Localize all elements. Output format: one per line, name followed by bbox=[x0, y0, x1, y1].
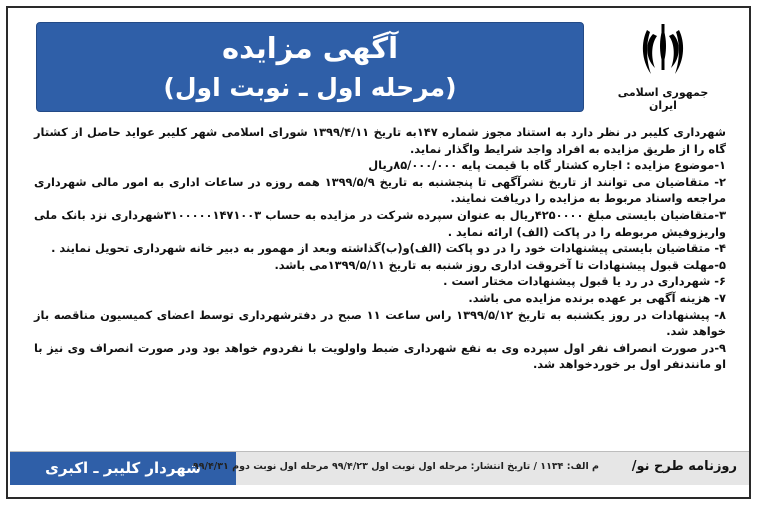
publication-name: روزنامه طرح نو/ bbox=[631, 459, 737, 474]
publication-meta: م الف: ۱۱۳۴ / تاریخ انتشار: مرحله اول نوبت اول ۹۹/۴/۲۳ مرحله اول نوبت دوم ۹۹/۴/۳۱ bbox=[192, 461, 599, 472]
emblem-caption: جمهوری اسلامی ایران bbox=[617, 86, 709, 112]
list-item: ۵-مهلت قبول پیشنهادات تا آخروقت اداری روز شنبه به تاریخ ۱۳۹۹/۵/۱۱می باشد. bbox=[274, 257, 726, 272]
list-item: ۱-موضوع مزایده : اجاره کشتار گاه با قیمت پایه ۸۵/۰۰۰/۰۰۰ریال bbox=[368, 158, 726, 173]
list-item: ۷- هزینه آگهی بر عهده برنده مزایده می باشد. bbox=[468, 290, 726, 305]
notice-body bbox=[34, 124, 726, 373]
header-banner bbox=[36, 22, 584, 112]
intro-paragraph: شهرداری کلیبر در نظر دارد به استناد مجوز شماره ۱۴۷به تاریخ ۱۳۹۹/۴/۱۱ شورای اسلامی شهر کلیبر عواید حاصل از کشتار گاه را از طریق مزایده به افراد واجد شرایط واگذار نماید. bbox=[34, 125, 726, 156]
list-item: ۳-متقاضیان بایستی مبلغ ۴۲۵۰۰۰۰ریال به عنوان سپرده شرکت در مزایده به حساب ۳۱۰۰۰۰۰۱۴۷۱۰۰۳شهرداری نزد بانک ملی واریزوفیش مربوطه را در پاکت (الف) ارائه نماید . bbox=[34, 207, 727, 239]
iran-emblem-icon bbox=[641, 22, 685, 80]
list-item: ۸- پیشنهادات در روز یکشنبه به تاریخ ۱۳۹۹/۵/۱۲ راس ساعت ۱۱ صبح در دفترشهرداری توسط اعضای کمیسیون مناقصه باز خواهد شد. bbox=[34, 307, 726, 339]
emblem-box bbox=[604, 20, 722, 114]
signature-badge: شهردار کلیبر ـ اکبری bbox=[10, 452, 236, 485]
notice-subtitle: (مرحله اول ـ نوبت اول) bbox=[163, 73, 457, 102]
notice-title: آگهی مزایده bbox=[221, 31, 399, 65]
list-item: ۹-در صورت انصراف نفر اول سپرده وی به نفع شهرداری ضبط واولویت با نفردوم خواهد بود ودر صورت انصراف وی نیز با او مانندنفر اول بر خوردخواهد شد. bbox=[34, 340, 726, 372]
list-item: ۶- شهرداری در رد یا قبول پیشنهادات مختار است . bbox=[443, 274, 726, 289]
list-item: ۲- متقاضیان می توانند از تاریخ نشرآگهی تا پنجشنبه به تاریخ ۱۳۹۹/۵/۹ همه روزه در ساعات اداری به امور مالی شهرداری مراجعه واسناد مربوط به مزایده را دریافت نمایند. bbox=[34, 174, 726, 206]
footer-bar bbox=[10, 451, 749, 485]
list-item: ۴- متقاضیان بایستی پیشنهادات خود را در دو پاکت (الف)و(ب)گذاشته وبعد از مهمور به دبیر خانه شهرداری تحویل نمایند . bbox=[51, 241, 726, 256]
